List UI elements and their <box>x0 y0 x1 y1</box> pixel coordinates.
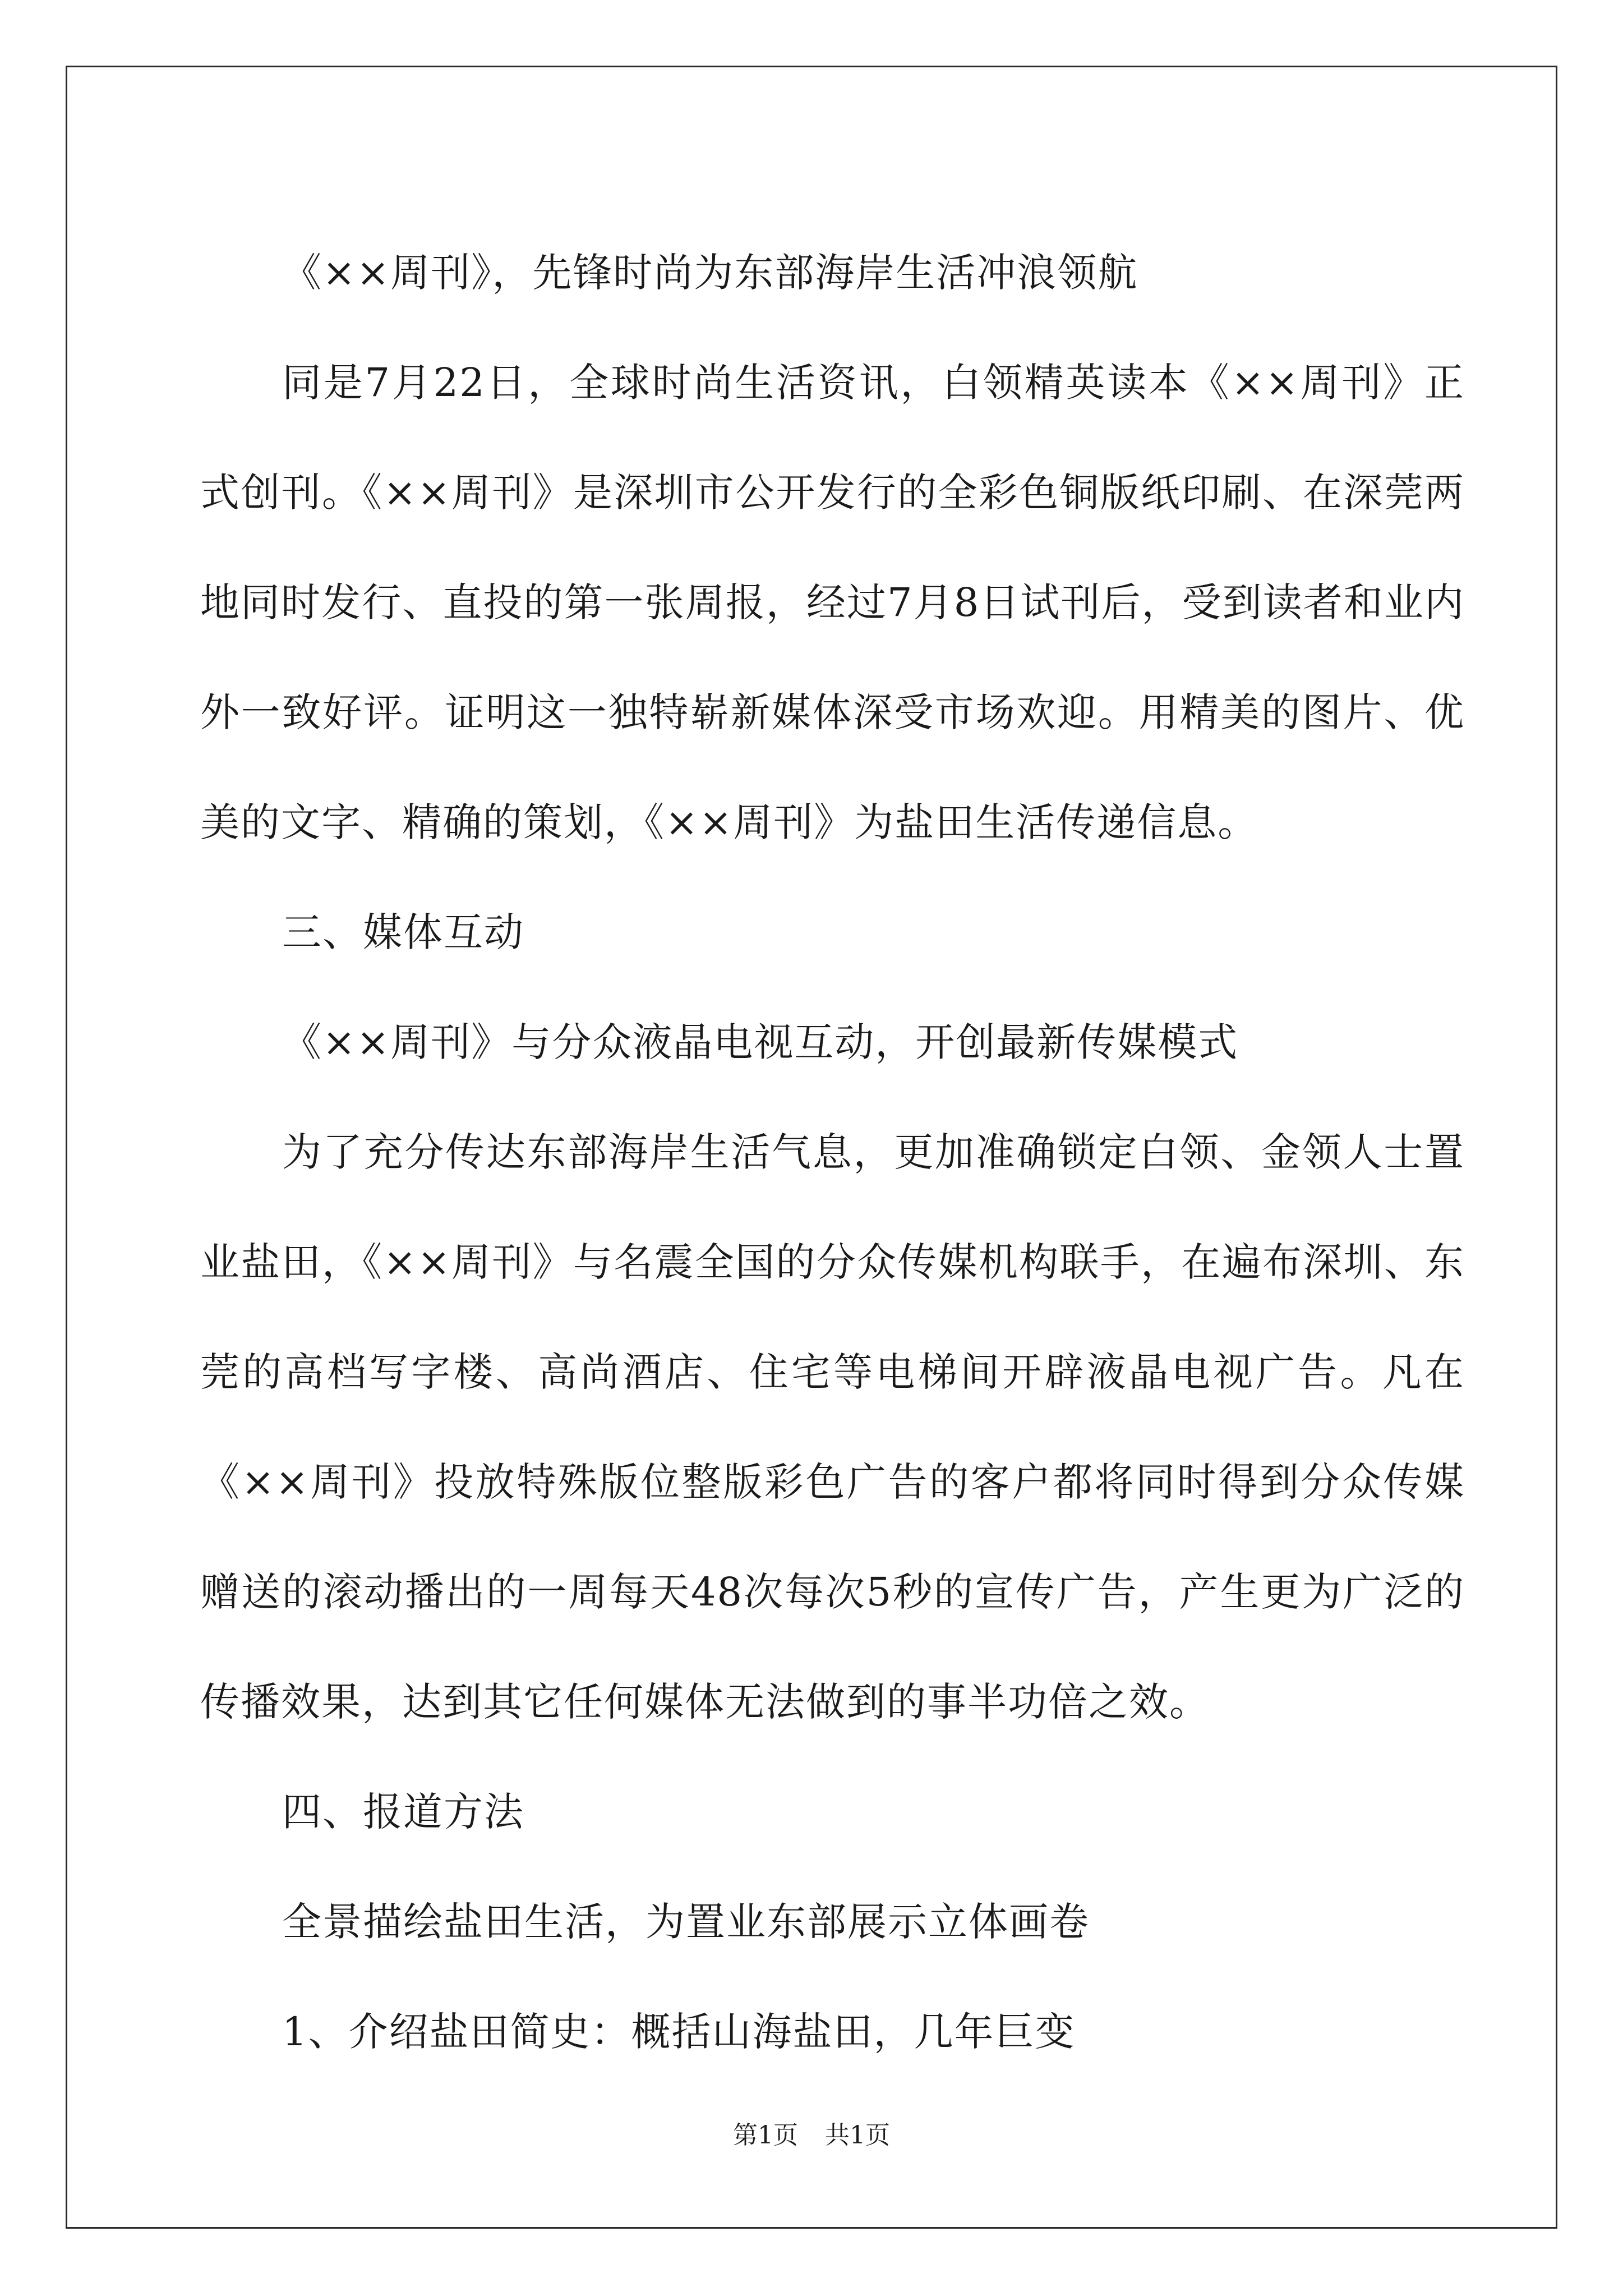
page-number: 第1页 <box>733 2121 798 2150</box>
list-item-1: 1、介绍盐田简史：概括山海盐田，几年巨变 <box>282 2009 1076 2055</box>
paragraph-launch: 同是7月22日，全球时尚生活资讯，白领精英读本《××周刊》正式创刊。《××周刊》是深圳市公开发行的全彩色铜版纸印刷、在深莞两地同时发行、直投的第一张周报，经过7月8日试刊后，受到读者和业内外一致好评。证明这一独特崭新媒体深受市场欢迎。用精美的图片、优美的文字、精确的策划，《××周刊》为盐田生活传递信息。 <box>200 360 1465 845</box>
section-heading-media-interaction: 三、媒体互动 <box>282 909 524 955</box>
page-total: 共1页 <box>825 2121 890 2150</box>
paragraph-heading-weekly: 《××周刊》，先锋时尚为东部海岸生活冲浪领航 <box>282 250 1138 296</box>
document-body <box>200 218 1465 2087</box>
paragraph-focus-media: 为了充分传达东部海岸生活气息，更加准确锁定白领、金领人士置业盐田，《××周刊》与名震全国的分众传媒机构联手，在遍布深圳、东莞的高档写字楼、高尚酒店、住宅等电梯间开辟液晶电视广告。凡在《××周刊》投放特殊版位整版彩色广告的客户都将同时得到分众传媒赠送的滚动播出的一周每天48次每次5秒的宣传广告，产生更为广泛的传播效果，达到其它任何媒体无法做到的事半功倍之效。 <box>200 1129 1465 1725</box>
page-footer <box>0 2115 1623 2151</box>
section-heading-reporting-method: 四、报道方法 <box>282 1789 524 1835</box>
paragraph-subheading-panorama: 全景描绘盐田生活，为置业东部展示立体画卷 <box>282 1899 1090 1945</box>
paragraph-subheading-lcd: 《××周刊》与分众液晶电视互动，开创最新传媒模式 <box>282 1019 1239 1065</box>
